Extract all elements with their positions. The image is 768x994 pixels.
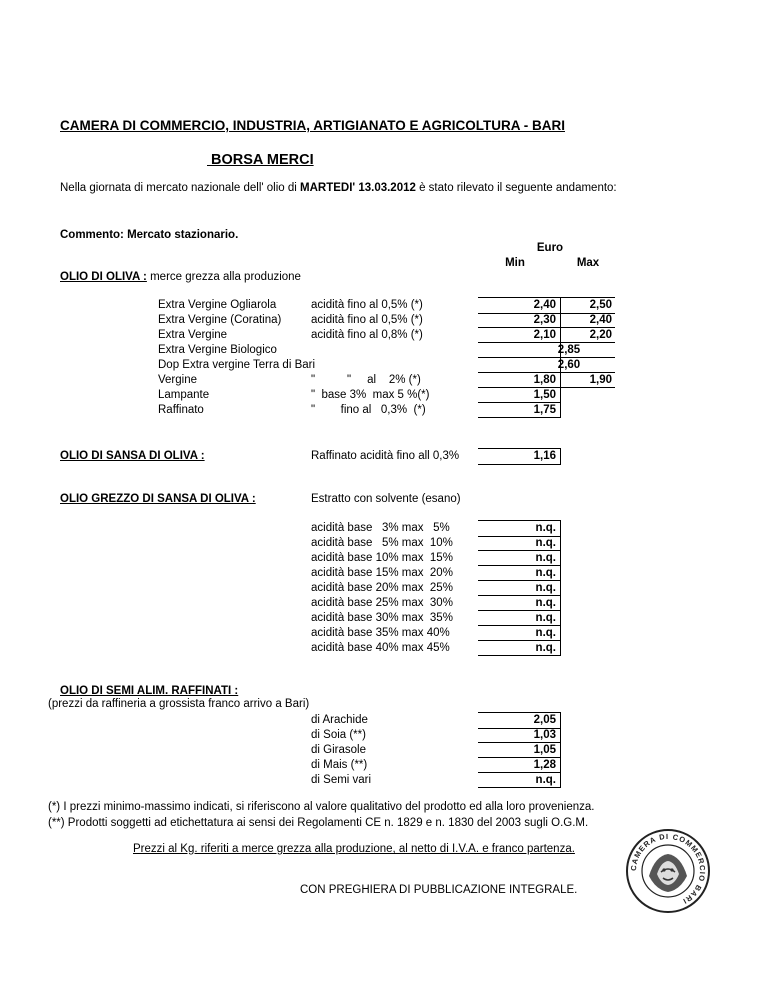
max-header: Max — [576, 257, 600, 269]
product-name: Extra Vergine Biologico — [158, 344, 277, 356]
olio-sansa-spec: Raffinato acidità fino all 0,3% — [311, 450, 460, 462]
semi-name: di Arachide — [311, 714, 368, 726]
grezzo-price: n.q. — [535, 597, 556, 609]
document-title: CAMERA DI COMMERCIO, INDUSTRIA, ARTIGIANATO E AGRICOLTURA - BARI — [60, 118, 565, 133]
max-price: 2,40 — [589, 314, 612, 326]
olio-grezzo-description: Estratto con solvente (esano) — [311, 493, 461, 505]
chamber-seal-stamp — [625, 828, 711, 914]
product-spec: " fino al 0,3% (*) — [311, 404, 426, 416]
product-spec: acidità fino al 0,5% (*) — [311, 314, 423, 326]
olio-sansa-price: 1,16 — [533, 450, 556, 462]
document-subtitle: BORSA MERCI — [207, 152, 314, 168]
grezzo-spec: acidità base 25% max 30% — [311, 597, 453, 609]
semi-price: 1,05 — [533, 744, 556, 756]
product-name: Dop Extra vergine Terra di Bari — [158, 359, 316, 371]
seal-text: CAMERA DI COMMERCIO BARI — [628, 831, 708, 907]
prezzi-note: Prezzi al Kg. riferiti a merce grezza alla produzione, al netto di I.V.A. e franco partenza. — [133, 843, 575, 855]
product-name: Vergine — [158, 374, 198, 386]
intro-suffix: è stato rilevato il seguente andamento: — [415, 182, 617, 194]
semi-price: n.q. — [535, 774, 556, 786]
min-price: 1,80 — [533, 374, 556, 386]
semi-price: 1,03 — [533, 729, 556, 741]
semi-price: 2,05 — [533, 714, 556, 726]
grezzo-price: n.q. — [535, 612, 556, 624]
grezzo-price: n.q. — [535, 567, 556, 579]
grezzo-spec: acidità base 3% max 5% — [311, 522, 450, 534]
note-1: (*) I prezzi minimo-massimo indicati, si riferiscono al valore qualitativo del prodotto ed alla loro provenienza. — [48, 801, 595, 813]
currency-header: Euro — [536, 242, 564, 254]
product-name: Extra Vergine (Coratina) — [158, 314, 282, 326]
olio-sansa-heading: OLIO DI SANSA DI OLIVA : — [60, 450, 205, 462]
max-price-cell — [560, 342, 615, 358]
olio-oliva-heading: OLIO DI OLIVA : — [60, 271, 147, 283]
note-2: (**) Prodotti soggetti ad etichettatura ai sensi dei Regolamenti CE n. 1829 e n. 1830 del 2003 sugli O.G.M. — [48, 817, 589, 829]
preghiera-note: CON PREGHIERA DI PUBBLICAZIONE INTEGRALE. — [300, 884, 578, 896]
single-price: 2,60 — [557, 359, 581, 371]
min-price: 1,50 — [533, 389, 556, 401]
olio-semi-description: (prezzi da raffineria a grossista franco arrivo a Bari) — [48, 698, 310, 710]
semi-name: di Girasole — [311, 744, 366, 756]
max-price: 2,20 — [589, 329, 612, 341]
product-spec: acidità fino al 0,8% (*) — [311, 329, 423, 341]
grezzo-price: n.q. — [535, 642, 556, 654]
product-name: Lampante — [158, 389, 210, 401]
min-price: 2,40 — [533, 299, 556, 311]
grezzo-price: n.q. — [535, 537, 556, 549]
product-name: Raffinato — [158, 404, 204, 416]
grezzo-price: n.q. — [535, 627, 556, 639]
min-price: 2,30 — [533, 314, 556, 326]
min-price: 2,10 — [533, 329, 556, 341]
product-spec: " " al 2% (*) — [311, 374, 421, 386]
grezzo-spec: acidità base 15% max 20% — [311, 567, 453, 579]
product-name: Extra Vergine Ogliarola — [158, 299, 277, 311]
intro-line — [60, 181, 617, 196]
olio-oliva-description: merce grezza alla produzione — [150, 271, 301, 283]
olio-grezzo-heading: OLIO GREZZO DI SANSA DI OLIVA : — [60, 493, 256, 505]
intro-date: MARTEDI' 13.03.2012 — [300, 182, 416, 194]
olio-semi-heading: OLIO DI SEMI ALIM. RAFFINATI : — [60, 685, 239, 697]
max-price-cell — [560, 357, 615, 373]
product-spec: " base 3% max 5 %(*) — [311, 389, 430, 401]
grezzo-price: n.q. — [535, 522, 556, 534]
olio-oliva-heading-line — [60, 270, 301, 285]
grezzo-spec: acidità base 10% max 15% — [311, 552, 453, 564]
semi-price: 1,28 — [533, 759, 556, 771]
semi-name: di Semi vari — [311, 774, 372, 786]
product-name: Extra Vergine — [158, 329, 228, 341]
max-price: 2,50 — [589, 299, 612, 311]
grezzo-spec: acidità base 35% max 40% — [311, 627, 450, 639]
min-price: 1,75 — [533, 404, 556, 416]
grezzo-price: n.q. — [535, 582, 556, 594]
product-spec: acidità fino al 0,5% (*) — [311, 299, 423, 311]
min-header: Min — [505, 257, 525, 269]
max-price: 1,90 — [589, 374, 612, 386]
grezzo-spec: acidità base 40% max 45% — [311, 642, 450, 654]
grezzo-spec: acidità base 30% max 35% — [311, 612, 453, 624]
grezzo-spec: acidità base 20% max 25% — [311, 582, 453, 594]
semi-name: di Mais (**) — [311, 759, 368, 771]
grezzo-spec: acidità base 5% max 10% — [311, 537, 453, 549]
grezzo-price: n.q. — [535, 552, 556, 564]
semi-name: di Soia (**) — [311, 729, 366, 741]
intro-prefix: Nella giornata di mercato nazionale dell' olio di — [60, 182, 301, 194]
commento: Commento: Mercato stazionario. — [60, 229, 239, 241]
single-price: 2,85 — [557, 344, 581, 356]
